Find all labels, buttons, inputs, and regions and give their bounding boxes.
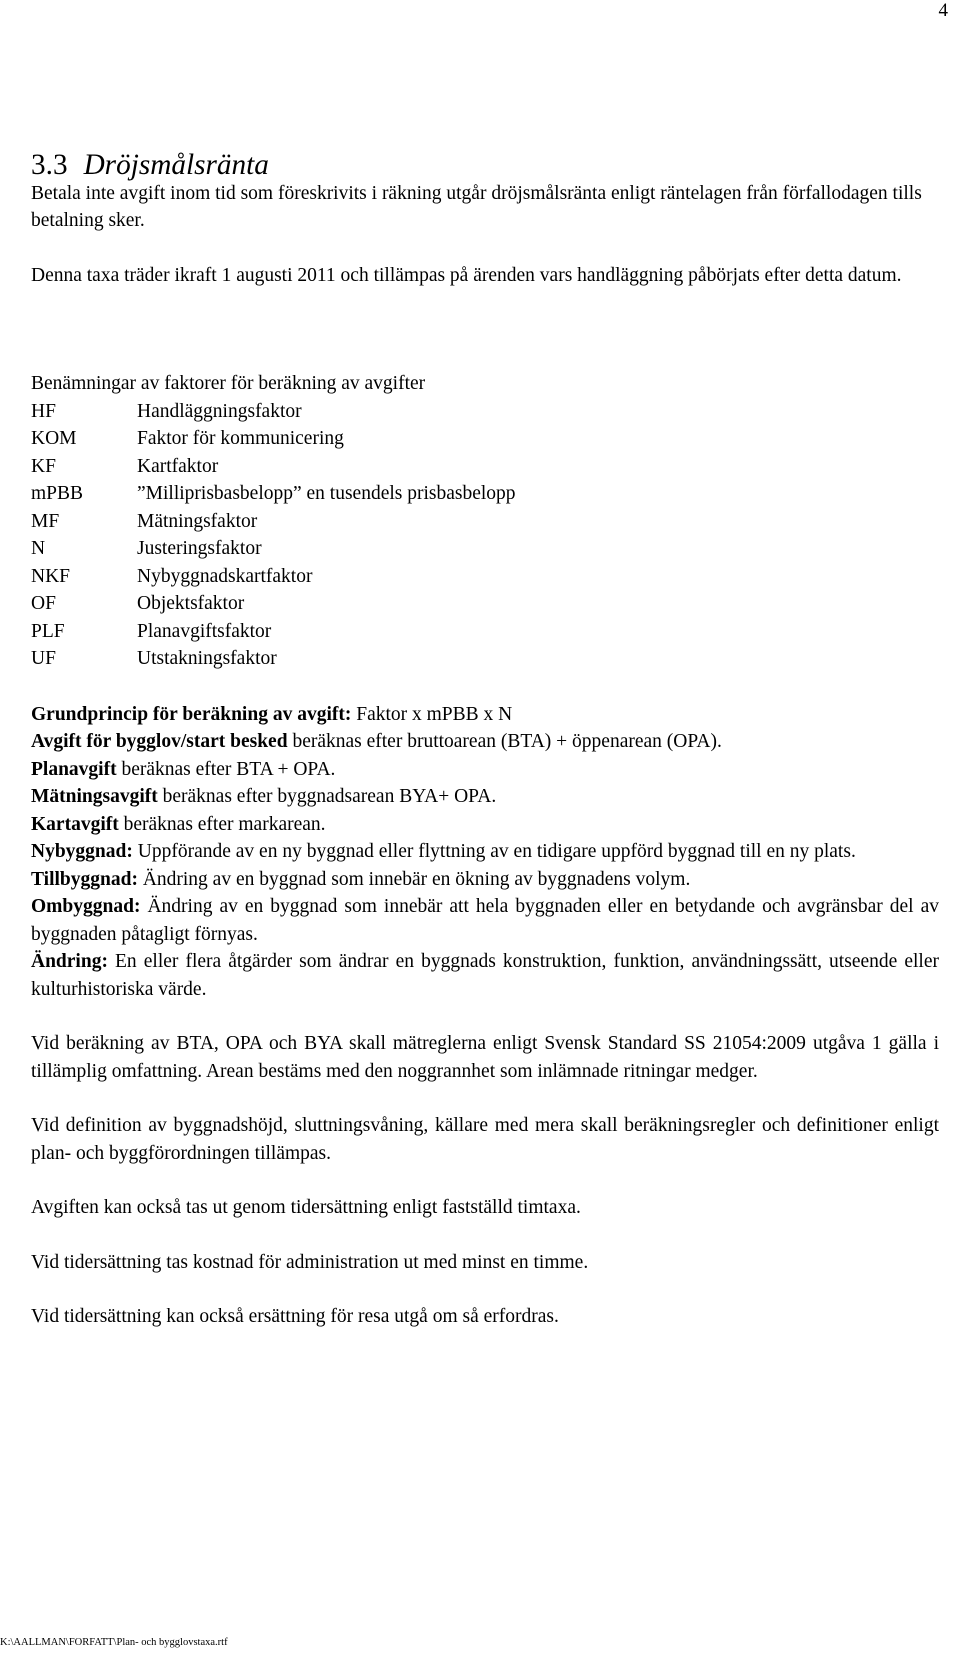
abbreviation-key: MF bbox=[31, 510, 60, 532]
definition-text: beräknas efter BTA + OPA. bbox=[116, 758, 336, 780]
definition-text: Faktor x mPBB x N bbox=[351, 703, 513, 725]
abbreviation-row bbox=[31, 480, 939, 508]
definition-text: beräknas efter markarean. bbox=[118, 813, 326, 835]
abbreviation-key: N bbox=[31, 538, 46, 559]
definition-item bbox=[31, 838, 939, 866]
abbreviation-row bbox=[31, 618, 939, 646]
abbreviation-key: HF bbox=[31, 400, 56, 422]
abbreviation-value: Utstakningsfaktor bbox=[137, 648, 277, 669]
abbreviation-row bbox=[31, 535, 939, 563]
definition-text: beräknas efter bruttoarean (BTA) + öppenarean (OPA). bbox=[287, 731, 722, 752]
definition-item bbox=[31, 756, 939, 784]
abbreviation-value: Justeringsfaktor bbox=[137, 538, 262, 559]
abbreviation-value: Mätningsfaktor bbox=[137, 510, 258, 532]
abbreviation-key: OF bbox=[31, 593, 56, 614]
abbreviation-key: PLF bbox=[31, 620, 65, 642]
abbreviation-row bbox=[31, 508, 939, 536]
definition-text: Ändring av en byggnad som innebär en ökning av byggnadens volym. bbox=[137, 868, 691, 890]
abbreviation-value: ”Milliprisbasbelopp” en tusendels prisbasbelopp bbox=[137, 483, 516, 504]
body-paragraph: Vid tidersättning tas kostnad för administration ut med minst en timme. bbox=[31, 1251, 589, 1273]
definition-term: Ändring: bbox=[31, 951, 108, 972]
definition-item bbox=[31, 866, 939, 894]
definition-term: Mätningsavgift bbox=[31, 786, 158, 807]
page-number: 4 bbox=[938, 0, 948, 21]
definition-item bbox=[31, 948, 939, 1003]
footer-file-path: K:\AALLMAN\FORFATT\Plan- och bygglovstaxa.rtf bbox=[0, 1637, 228, 1648]
definition-term: Nybyggnad: bbox=[31, 841, 133, 862]
definition-term: Ombyggnad: bbox=[31, 896, 141, 917]
abbreviation-key: KOM bbox=[31, 428, 77, 449]
effective-date-paragraph: Denna taxa träder ikraft 1 augusti 2011 och tillämpas på ärenden vars handläggning påbörjats efter detta datum. bbox=[31, 264, 902, 286]
body-paragraph: Vid beräkning av BTA, OPA och BYA skall mätreglerna enligt Svensk Standard SS 21054:2009 utgåva 1 gälla i tillämplig omfattning. Arean bestäms med den noggrannhet som inlämnade ritningar medger. bbox=[31, 1033, 939, 1082]
abbreviation-value: Kartfaktor bbox=[137, 455, 219, 477]
abbreviation-row bbox=[31, 398, 939, 426]
definition-text: Uppförande av en ny byggnad eller flyttning av en tidigare uppförd byggnad till en ny plats. bbox=[132, 841, 856, 862]
abbreviation-row bbox=[31, 590, 939, 618]
abbreviation-key: NKF bbox=[31, 565, 71, 587]
section-number: 3.3 bbox=[31, 149, 68, 181]
definition-term: Avgift för bygglov/start besked bbox=[31, 731, 288, 752]
abbreviation-row bbox=[31, 645, 939, 673]
definition-item bbox=[31, 811, 939, 839]
definition-term: Kartavgift bbox=[31, 813, 119, 835]
abbreviation-list bbox=[31, 370, 939, 673]
definition-text: Ändring av en byggnad som innebär att hela byggnaden eller en betydande och avgränsbar del av byggnaden påtagligt förnyas. bbox=[31, 896, 939, 945]
definition-term: Planavgift bbox=[31, 758, 117, 780]
section-heading bbox=[31, 149, 939, 181]
abbreviation-value: Planavgiftsfaktor bbox=[137, 620, 272, 642]
definition-item bbox=[31, 783, 939, 811]
section-title: Dröjsmålsränta bbox=[83, 149, 269, 181]
definition-item bbox=[31, 701, 939, 729]
body-paragraph: Vid tidersättning kan också ersättning för resa utgå om så erfordras. bbox=[31, 1306, 559, 1327]
definition-text: En eller flera åtgärder som ändrar en byggnads konstruktion, funktion, användningssätt, utseende eller kulturhistoriska värde. bbox=[31, 951, 939, 1000]
definition-item bbox=[31, 893, 939, 948]
paragraph-list bbox=[31, 1030, 939, 1331]
abbreviation-key: mPBB bbox=[31, 483, 84, 504]
abbreviation-value: Handläggningsfaktor bbox=[137, 400, 302, 422]
abbreviation-key: UF bbox=[31, 648, 56, 669]
body-paragraph: Avgiften kan också tas ut genom tidersättning enligt fastställd timtaxa. bbox=[31, 1197, 581, 1218]
abbreviation-value: Nybyggnadskartfaktor bbox=[137, 565, 313, 587]
section-paragraph: Betala inte avgift inom tid som föreskrivits i räkning utgår dröjsmålsränta enligt räntelagen från förfallodagen tills betalning sker. bbox=[31, 182, 922, 231]
body-paragraph: Vid definition av byggnadshöjd, sluttningsvåning, källare med mera skall beräkningsregler och definitioner enligt plan- och byggförordningen tillämpas. bbox=[31, 1115, 939, 1164]
definition-item bbox=[31, 728, 939, 756]
document-body bbox=[31, 149, 939, 1331]
abbreviation-row bbox=[31, 563, 939, 591]
definition-term: Tillbyggnad: bbox=[31, 868, 138, 890]
definition-list bbox=[31, 701, 939, 1004]
abbreviation-heading: Benämningar av faktorer för beräkning av avgifter bbox=[31, 373, 426, 394]
definition-term: Grundprincip för beräkning av avgift: bbox=[31, 703, 352, 725]
abbreviation-key: KF bbox=[31, 455, 56, 477]
abbreviation-row bbox=[31, 425, 939, 453]
abbreviation-row bbox=[31, 453, 939, 481]
abbreviation-value: Objektsfaktor bbox=[137, 593, 245, 614]
abbreviation-value: Faktor för kommunicering bbox=[137, 428, 344, 449]
definition-text: beräknas efter byggnadsarean BYA+ OPA. bbox=[157, 786, 497, 807]
